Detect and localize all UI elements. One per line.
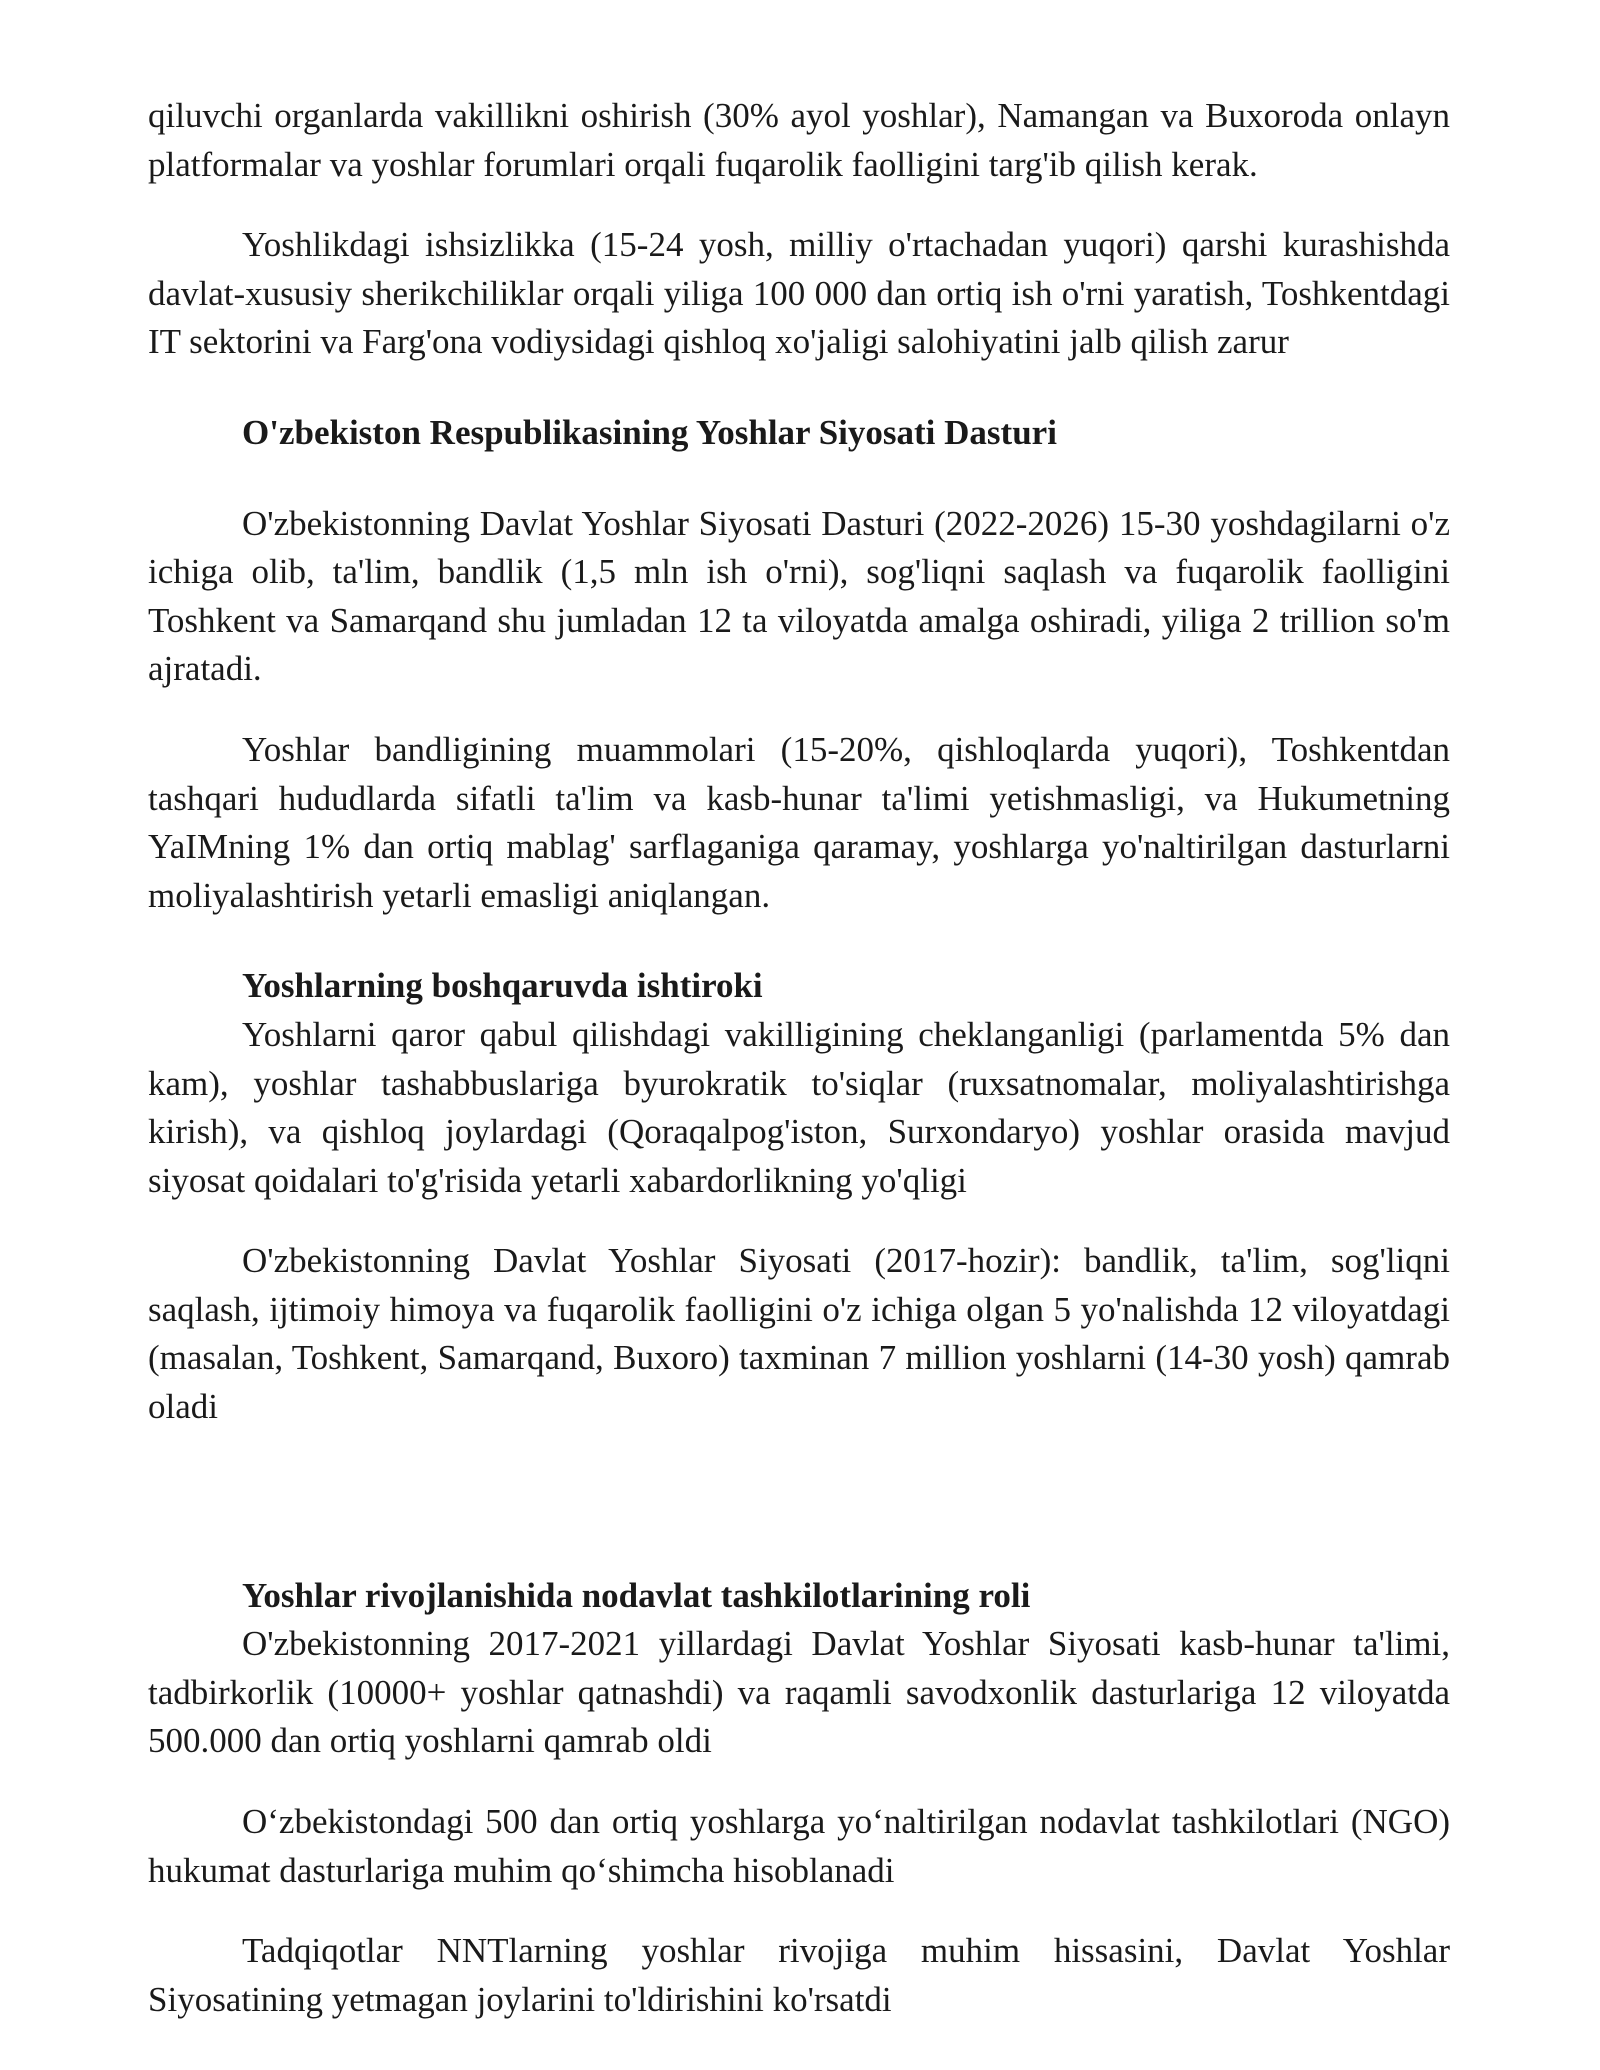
spacer [148, 1766, 1450, 1798]
spacer [148, 920, 1450, 962]
section-heading-youth-governance: Yoshlarning boshqaruvda ishtiroki [242, 966, 763, 1006]
paragraph-5: Yoshlarni qaror qabul qilishdagi vakilligining cheklanganligi (parlamentda 5% dan kam), yoshlar tashabbuslariga byurokratik to'siqlar (ruxsatnomalar, moliyalashtirishga kirish), va qishloq joylardagi (Qoraqalpog'iston, Surxondaryo) yoshlar orasida mavjud siyosat qoidalari to'g'risida yetarli xabardorlikning yo'qligi [148, 1014, 1450, 1200]
section-heading-ngo-role: Yoshlar rivojlanishida nodavlat tashkilotlarining roli [242, 1575, 1031, 1615]
paragraph-7: O'zbekistonning 2017-2021 yillardagi Davlat Yoshlar Siyosati kasb-hunar ta'limi, tadbirkorlik (10000+ yoshlar qatnashdi) va raqamli savodxonlik dasturlariga 12 viloyatda 500.000 dan ortiq yoshlarni qamrab oldi [148, 1624, 1450, 1761]
spacer [148, 189, 1450, 221]
paragraph-4: Yoshlar bandligining muammolari (15-20%, qishloqlarda yuqori), Toshkentdan tashqari hududlarda sifatli ta'lim va kasb-hunar ta'limi yetishmasligi, va Hukumetning YaIMning 1% dan ortiq mablag' sarflaganiga qaramay, yoshlarga yo'naltirilgan dasturlarni moliyalashtirish yetarli emasligi aniqlangan. [148, 729, 1450, 915]
paragraph-8: O‘zbekistondagi 500 dan ortiq yoshlarga yo‘naltirilgan nodavlat tashkilotlari (NGO) hukumat dasturlariga muhim qo‘shimcha hisoblanadi [148, 1802, 1450, 1890]
spacer [148, 1895, 1450, 1927]
paragraph-6: O'zbekistonning Davlat Yoshlar Siyosati (2017-hozir): bandlik, ta'lim, sog'liqni saqlash, ijtimoiy himoya va fuqarolik faolligini o'z ichiga olgan 5 yo'nalishda 12 viloyatdagi (masalan, Toshkent, Samarqand, Buxoro) taxminan 7 million yoshlarni (14-30 yosh) qamrab oladi [148, 1241, 1450, 1427]
paragraph-1: qiluvchi organlarda vakillikni oshirish (30% ayol yoshlar), Namangan va Buxoroda onlayn platformalar va yoshlar forumlari orqali fuqarolik faolligini targ'ib qilish kerak. [148, 96, 1450, 184]
spacer [148, 367, 1450, 409]
section-heading-youth-policy-program: O'zbekiston Respublikasining Yoshlar Siyosati Dasturi [242, 412, 1057, 452]
paragraph-3: O'zbekistonning Davlat Yoshlar Siyosati Dasturi (2022-2026) 15-30 yoshdagilarni o'z ichiga olib, ta'lim, bandlik (1,5 mln ish o'rni), sog'liqni saqlash va fuqarolik faolligini Toshkent va Samarqand shu jumladan 12 ta viloyatda amalga oshiradi, yiliga 2 trillion so'm ajratadi. [148, 503, 1450, 689]
spacer [148, 694, 1450, 726]
document-page [148, 92, 1450, 2024]
spacer [148, 1432, 1450, 1572]
spacer [148, 1205, 1450, 1237]
paragraph-2: Yoshlikdagi ishsizlikka (15-24 yosh, milliy o'rtachadan yuqori) qarshi kurashishda davlat-xususiy sherikchiliklar orqali yiliga 100 000 dan ortiq ish o'rni yaratish, Toshkentdagi IT sektorini va Farg'ona vodiysidagi qishloq xo'jaligi salohiyatini jalb qilish zarur [148, 225, 1450, 362]
spacer [148, 458, 1450, 500]
paragraph-9: Tadqiqotlar NNTlarning yoshlar rivojiga muhim hissasini, Davlat Yoshlar Siyosatining yetmagan joylarini to'ldirishini ko'rsatdi [148, 1931, 1450, 2019]
